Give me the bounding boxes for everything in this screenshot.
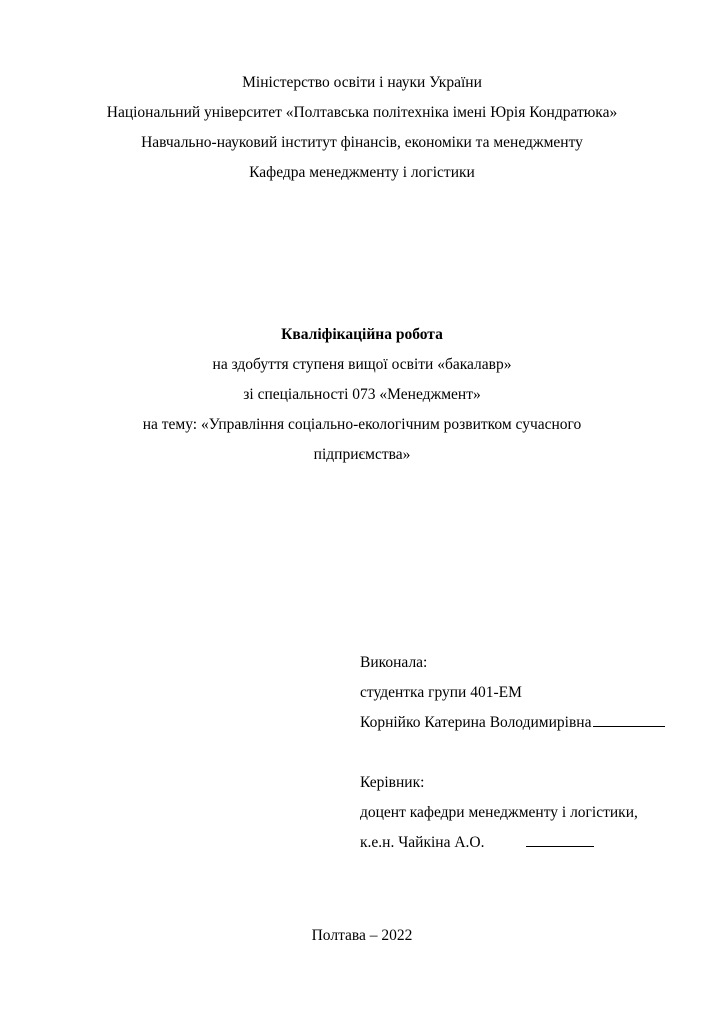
author-signature-line <box>593 726 665 727</box>
author-name-row <box>360 708 672 738</box>
header-line-department: Кафедра менеджменту і логістики <box>249 164 475 181</box>
header-line-ministry: Міністерство освіти і науки України <box>242 74 482 91</box>
signature-block <box>360 648 672 858</box>
header-line-university: Національний університет «Полтавська політехніка імені Юрія Кондратюка» <box>106 104 618 121</box>
place-and-year: Полтава – 2022 <box>311 927 413 944</box>
supervisor-position: доцент кафедри менеджменту і логістики, <box>360 804 638 821</box>
supervisor-signature-line <box>526 846 594 847</box>
thesis-degree: на здобуття ступеня вищої освіти «бакалавр» <box>212 356 512 373</box>
institution-header <box>52 68 672 188</box>
thesis-title-block <box>52 320 672 470</box>
document-footer <box>0 924 724 948</box>
header-line-institute: Навчально-науковий інститут фінансів, економіки та менеджменту <box>141 134 583 151</box>
author-label: Виконала: <box>360 654 428 671</box>
thesis-topic: на тему: «Управління соціально-екологічним розвитком сучасного підприємства» <box>142 416 582 463</box>
supervisor-name: к.е.н. Чайкіна А.О. <box>360 834 485 851</box>
author-name: Корнійко Катерина Володимирівна <box>360 714 592 731</box>
signature-spacer <box>360 738 672 768</box>
thesis-specialty: зі спеціальності 073 «Менеджмент» <box>243 386 481 403</box>
supervisor-name-row <box>360 828 672 858</box>
thesis-type: Кваліфікаційна робота <box>281 326 443 343</box>
author-group: студентка групи 401-ЕМ <box>360 684 522 701</box>
supervisor-label: Керівник: <box>360 774 425 791</box>
